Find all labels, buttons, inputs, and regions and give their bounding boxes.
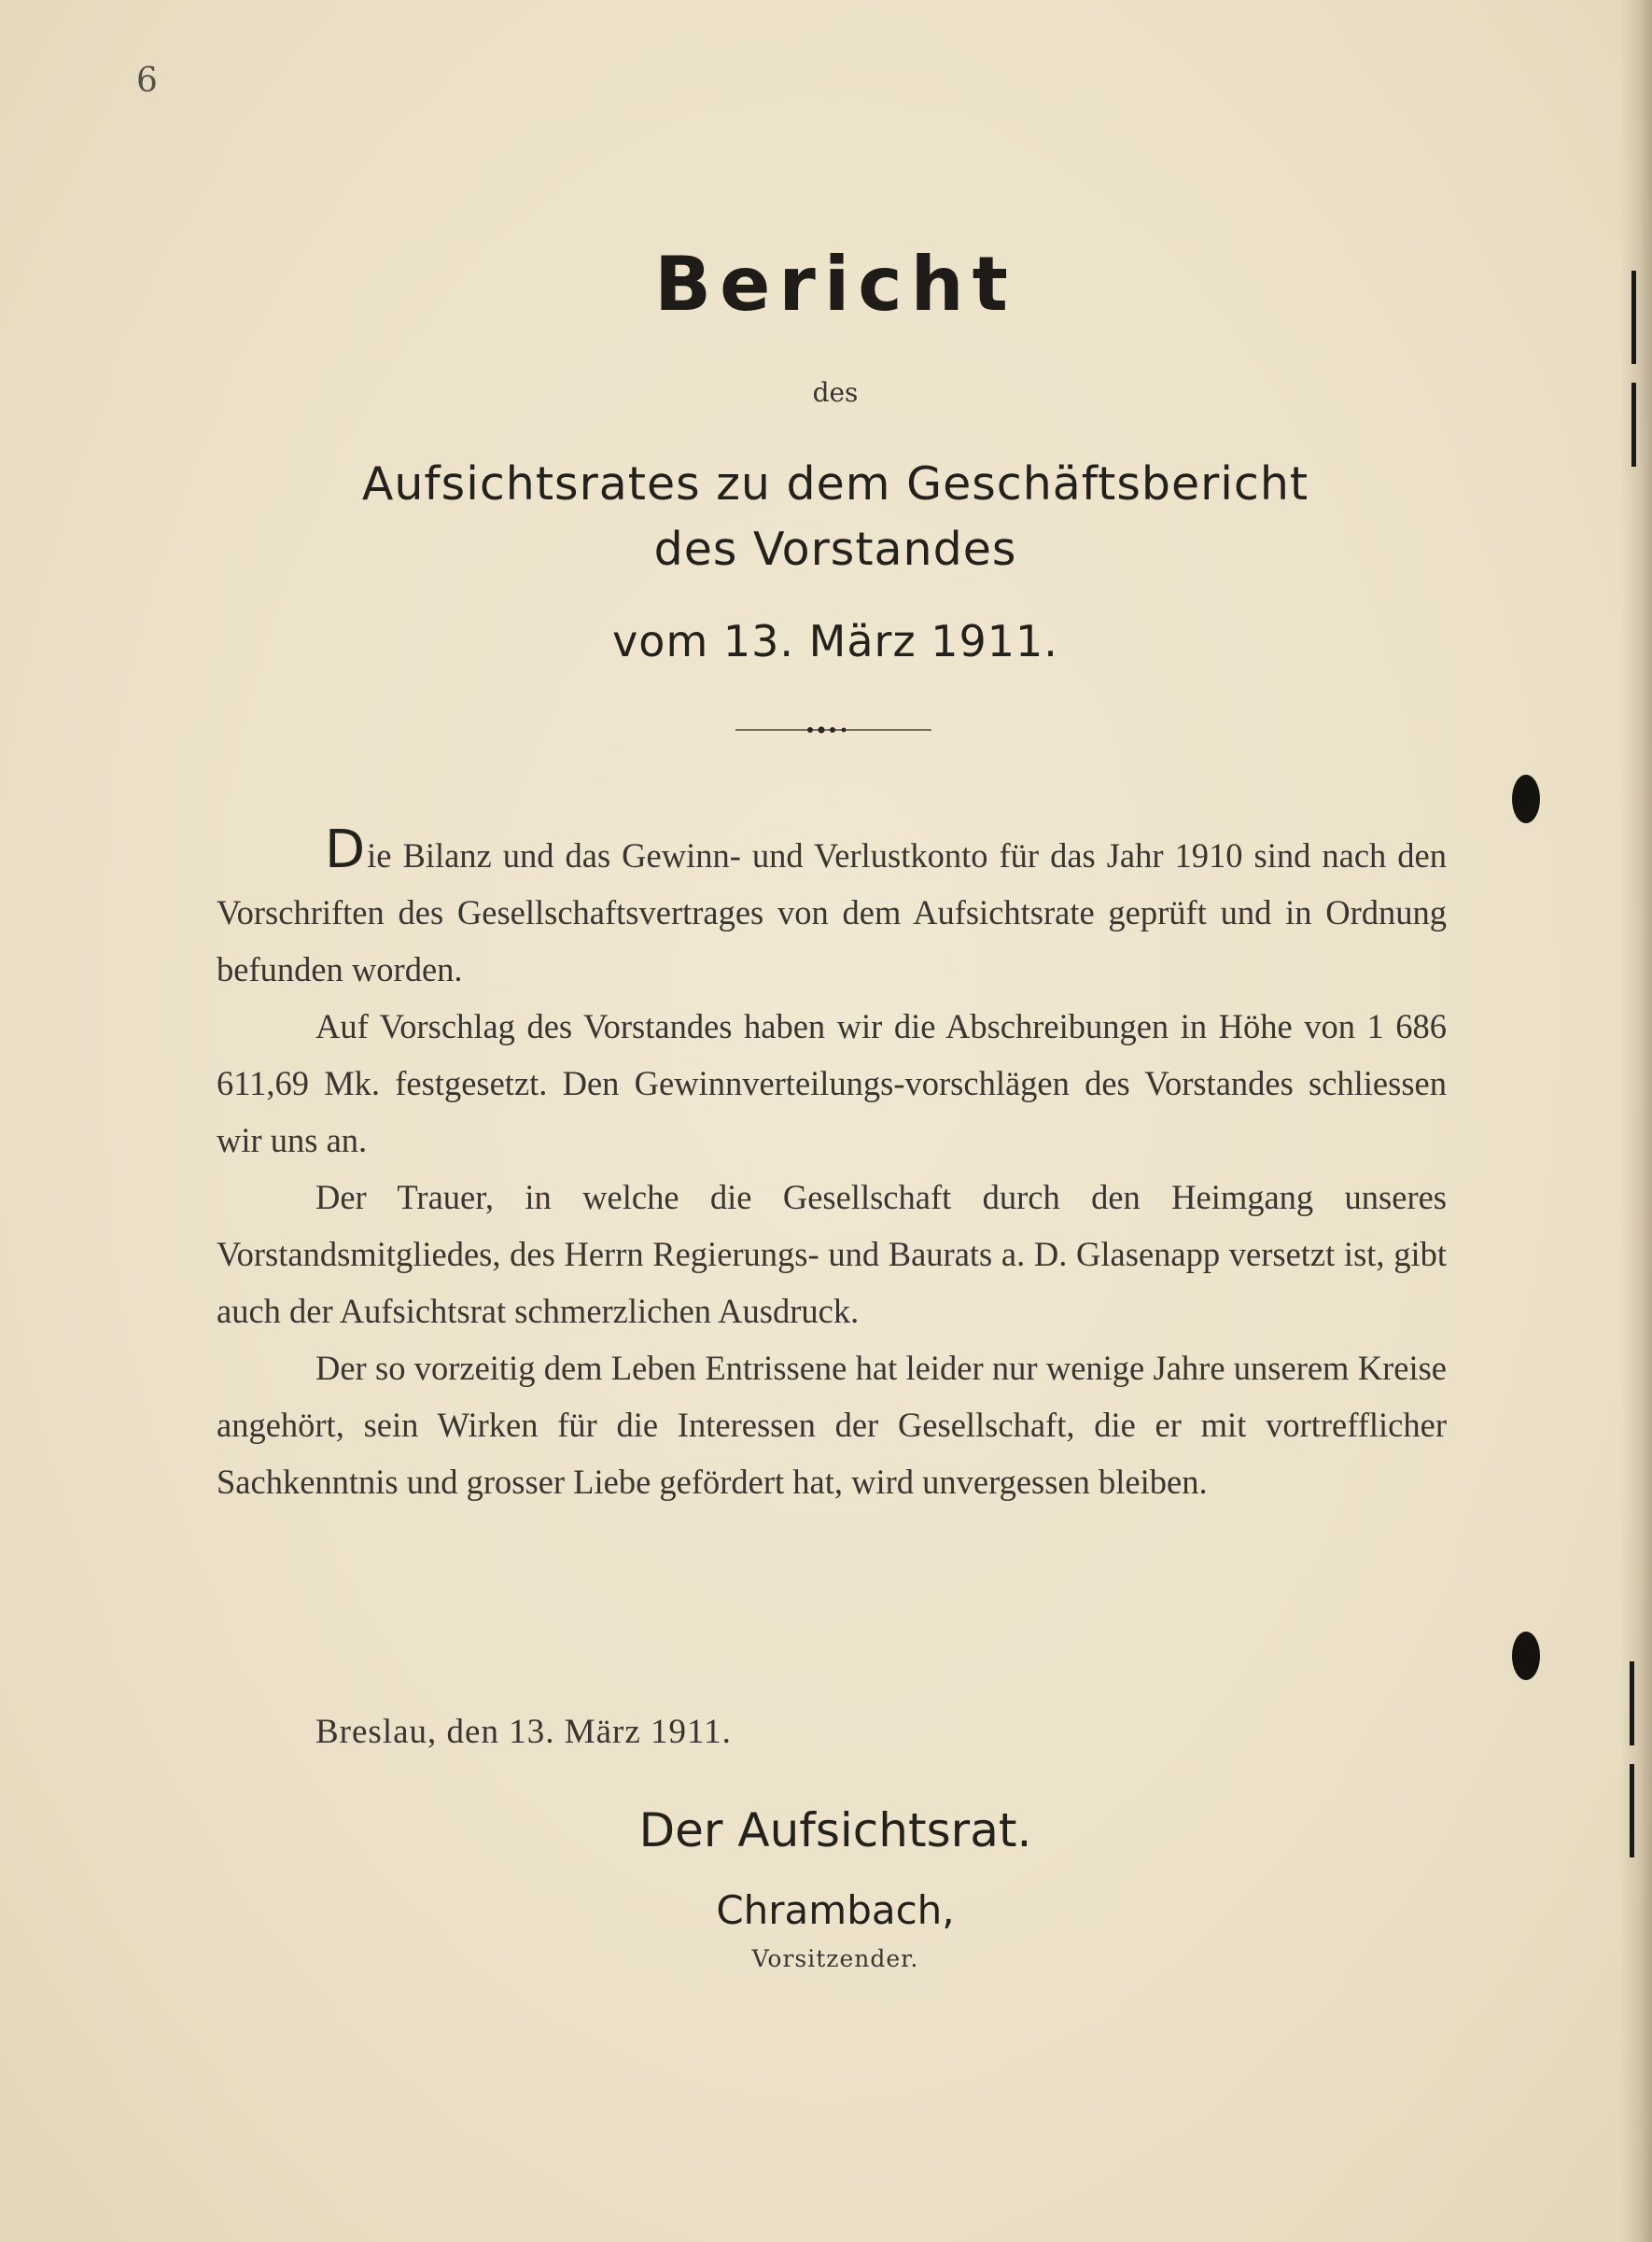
ornament-divider <box>735 724 931 736</box>
body-paragraph-2: Auf Vorschlag des Vorstandes haben wir die Abschreibungen in Höhe von 1 686 611,69 Mk. festgesetzt. Den Gewinnverteilungs-vorschlägen des Vorstandes schliessen wir uns an. <box>217 1007 1447 1159</box>
report-body <box>217 820 1447 1510</box>
page-number: 6 <box>136 62 158 100</box>
report-subtitle-line2: des Vorstandes <box>653 523 1017 576</box>
title-connector: des <box>812 377 859 408</box>
signer-title: Vorsitzender. <box>751 1945 919 1972</box>
body-paragraph-3: Der Trauer, in welche die Gesellschaft durch den Heimgang unseres Vorstandsmitgliedes, des Herrn Regierungs- und Baurats a. D. Glasenapp versetzt ist, gibt auch der Aufsichtsrat schmerzlichen Ausdruck. <box>217 1178 1447 1330</box>
paragraph-1-text: ie Bilanz und das Gewinn- und Verlustkonto für das Jahr 1910 sind nach den Vorschriften des Gesellschaftsvertrages von dem Aufsichtsrate geprüft und in Ordnung befunden worden. <box>217 836 1447 988</box>
report-date: vom 13. März 1911. <box>612 616 1058 666</box>
body-paragraph-1 <box>217 820 1447 998</box>
binding-mark-3 <box>1630 1661 1634 1745</box>
signer-name: Chrambach, <box>716 1887 955 1933</box>
binding-hole-top <box>1512 775 1540 823</box>
binding-mark-2 <box>1631 383 1636 467</box>
report-title: Bericht <box>654 241 1016 328</box>
signing-body: Der Aufsichtsrat. <box>638 1803 1032 1857</box>
body-paragraph-4: Der so vorzeitig dem Leben Entrissene hat leider nur wenige Jahre unserem Kreise angehört, sein Wirken für die Interessen der Gesellschaft, die er mit vortrefflicher Sachkenntnis und grosser Liebe gefördert hat, wird unvergessen bleiben. <box>217 1349 1447 1501</box>
place-and-date: Breslau, den 13. März 1911. <box>315 1713 732 1751</box>
drop-cap: D <box>325 820 366 880</box>
binding-hole-bottom <box>1512 1632 1540 1680</box>
report-subtitle-line1: Aufsichtsrates zu dem Geschäftsbericht <box>361 457 1309 511</box>
binding-mark-4 <box>1630 1764 1634 1857</box>
binding-mark-1 <box>1631 271 1636 364</box>
